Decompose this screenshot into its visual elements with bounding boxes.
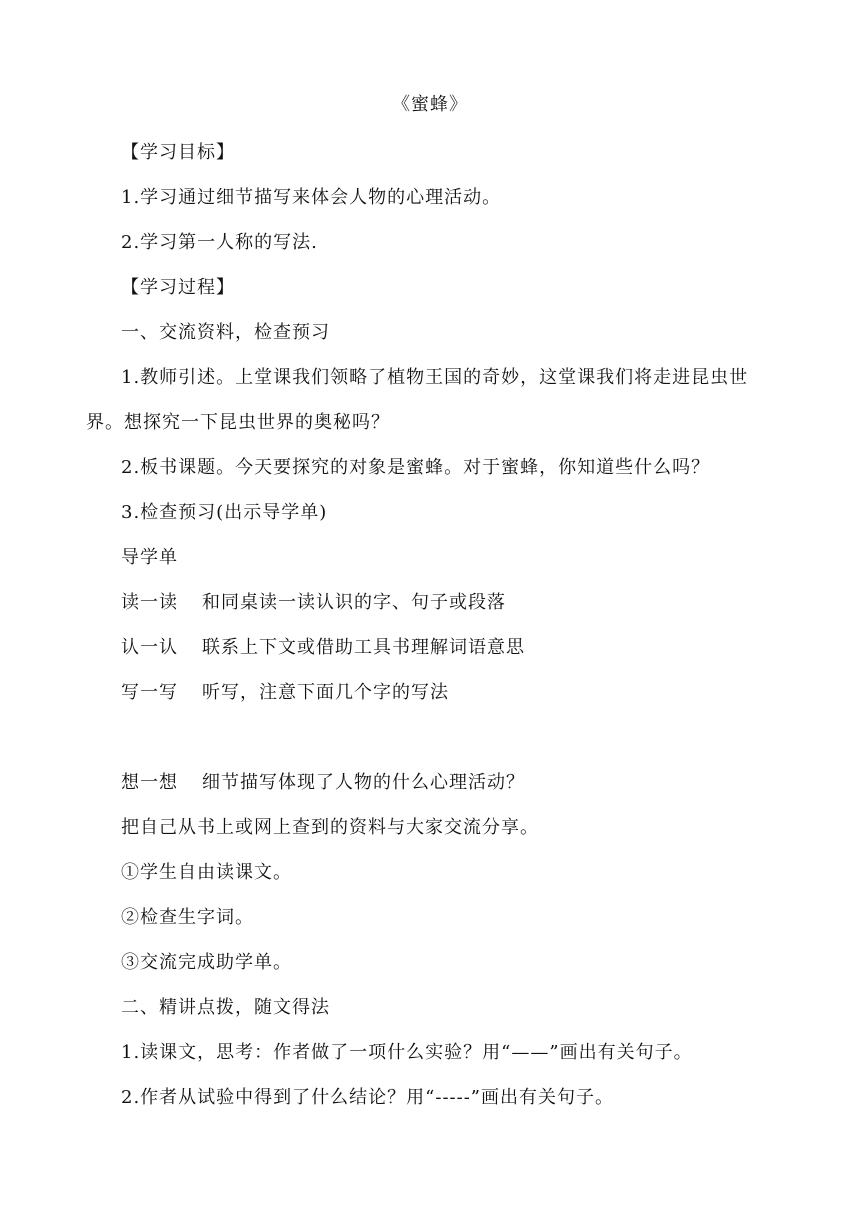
question-2: 2.作者从试验中得到了什么结论？用“-----”画出有关句子。 [121, 1087, 614, 1108]
question-1: 1.读课文，思考：作者做了一项什么实验？用“——”画出有关句子。 [121, 1042, 693, 1063]
paragraph-1: 1.教师引述。上堂课我们领略了植物王国的奇妙，这堂课我们将走进昆虫世界。想探究一下昆虫世界的奥秘吗？ [86, 367, 749, 433]
goal-item-1: 1.学习通过细节描写来体会人物的心理活动。 [121, 187, 502, 208]
guide-sheet-title: 导学单 [121, 547, 178, 568]
guide-row-label: 想一想 [121, 772, 178, 793]
guide-row-text: 细节描写体现了人物的什么心理活动？ [202, 772, 525, 793]
guide-row-think [121, 770, 525, 796]
guide-row-know [121, 635, 525, 661]
guide-row-label: 读一读 [121, 592, 178, 613]
paragraph-3: 3.检查预习(出示导学单) [121, 502, 328, 523]
guide-row-read [121, 590, 506, 616]
guide-row-write [121, 680, 449, 706]
guide-row-label: 写一写 [121, 682, 178, 703]
step-item-2: ②检查生字词。 [121, 907, 254, 928]
section-heading-2: 二、精讲点拨，随文得法 [121, 997, 330, 1018]
goal-item-2: 2.学习第一人称的写法. [121, 232, 318, 253]
share-instruction: 把自己从书上或网上查到的资料与大家交流分享。 [121, 817, 539, 838]
document-title: 《蜜蜂》 [392, 94, 468, 115]
step-item-1: ①学生自由读课文。 [121, 862, 292, 883]
guide-row-label: 认一认 [121, 637, 178, 658]
step-item-3: ③交流完成助学单。 [121, 952, 292, 973]
section-heading-1: 一、交流资料，检查预习 [121, 322, 330, 343]
guide-row-text: 和同桌读一读认识的字、句子或段落 [202, 592, 506, 613]
paragraph-2: 2.板书课题。今天要探究的对象是蜜蜂。对于蜜蜂，你知道些什么吗？ [121, 457, 711, 478]
heading-learning-goals: 【学习目标】 [121, 142, 235, 163]
guide-row-text: 联系上下文或借助工具书理解词语意思 [202, 637, 525, 658]
heading-learning-process: 【学习过程】 [121, 277, 235, 298]
guide-row-text: 听写，注意下面几个字的写法 [202, 682, 449, 703]
